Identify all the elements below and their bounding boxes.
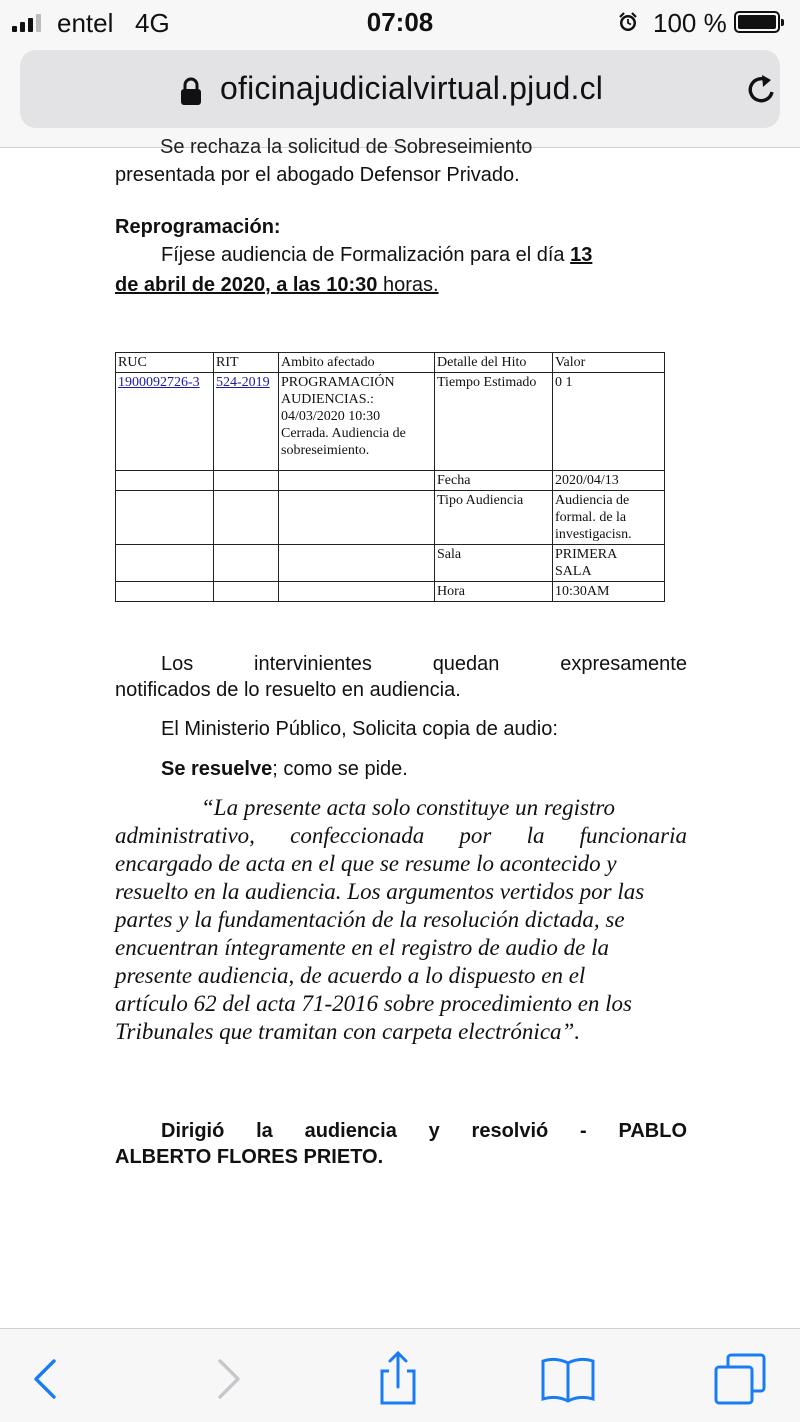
detalle-cell: Sala [435,545,553,582]
word: - [580,1120,587,1142]
header-detalle: Detalle del Hito [435,353,553,373]
reload-icon[interactable] [744,70,780,110]
battery-icon [734,11,780,33]
reprogramacion-heading: Reprogramación: [115,216,281,238]
detalle-cell: Fecha [435,471,553,491]
forward-icon[interactable] [198,1351,258,1407]
resuelve-rest: ; como se pide. [272,758,408,780]
word: y [428,1120,440,1142]
reprogramacion-line-2 [115,272,687,298]
carrier-name: entel [57,8,114,38]
quote-line [115,822,687,850]
valor-line: SALA [555,564,592,579]
dirigio-line-2: ALBERTO FLORES PRIETO. [115,1146,384,1168]
word: Los [161,653,194,675]
valor-cell: 0 1 [553,373,665,471]
valor-cell: 2020/04/13 [553,471,665,491]
table-row [116,471,665,491]
table-row [116,491,665,545]
ambito-line: sobreseimiento. [281,443,370,458]
cut-off-line: Se rechaza la solicitud de Sobreseimiento [160,136,533,158]
header-ambito: Ambito afectado [279,353,435,373]
ambito-line: PROGRAMACIÓN [281,375,395,390]
paragraph-defensor: presentada por el abogado Defensor Privado. [115,164,520,186]
browser-toolbar [0,1328,800,1422]
quote-line: encuentran íntegramente en el registro de audio de la [115,935,609,960]
detalle-cell: Tiempo Estimado [435,373,553,471]
reprogramacion-hours: horas. [377,274,439,296]
status-bar [0,0,800,44]
word: resolvió [471,1120,549,1142]
valor-cell [553,545,665,582]
detalle-cell: Tipo Audiencia [435,491,553,545]
rit-link[interactable]: 524-2019 [216,375,270,390]
valor-line: investigacisn. [555,527,632,542]
word: expresamente [560,653,687,675]
resuelve-paragraph [115,756,687,782]
word: PABLO [618,1120,687,1142]
browser-address-area [0,44,800,148]
table-row [116,582,665,602]
reprogramacion-date: de abril de 2020, a las 10:30 [115,274,378,296]
acta-disclaimer [115,794,687,1046]
word: audiencia [304,1120,397,1142]
status-time: 07:08 [366,7,434,37]
table-row [116,373,665,471]
valor-line: PRIMERA [555,547,618,562]
valor-cell: 10:30AM [553,582,665,602]
tabs-icon[interactable] [710,1351,770,1407]
share-icon[interactable] [368,1351,428,1407]
intervinientes-line-2: notificados de lo resuelto en audiencia. [115,679,461,701]
header-rit: RIT [214,353,279,373]
alarm-icon [617,11,639,33]
header-ruc: RUC [116,353,214,373]
word: la [256,1120,273,1142]
quote-word: funcionaria [579,823,687,848]
valor-line: Audiencia de [555,493,630,508]
word: quedan [432,653,500,675]
quote-line: encargado de acta en el que se resume lo acontecido y [115,851,617,876]
intervinientes-line-1 [115,651,687,677]
quote-line: partes y la fundamentación de la resolución dictada, se [115,907,625,932]
document-view[interactable] [0,136,800,1328]
table-row [116,545,665,582]
word: intervinientes [254,653,372,675]
hito-table [115,352,665,602]
table-header-row [116,353,665,373]
quote-line: artículo 62 del acta 71-2016 sobre procedimiento en los [115,991,632,1016]
word: Dirigió [161,1120,225,1142]
bookmarks-icon[interactable] [538,1351,598,1407]
valor-line: formal. de la [555,510,627,525]
ambito-line: Cerrada. Audiencia de [281,426,406,441]
quote-word: administrativo, [115,823,255,848]
quote-line: presente audiencia, de acuerdo a lo dispuesto en el [115,963,586,988]
quote-line: Tribunales que tramitan con carpeta electrónica”. [115,1019,581,1044]
quote-word: la [526,823,545,848]
header-valor: Valor [553,353,665,373]
reprogramacion-line-1 [115,242,687,268]
valor-cell [553,491,665,545]
resuelve-bold: Se resuelve [161,758,273,780]
quote-line: “La presente acta solo constituye un registro [201,795,615,820]
ruc-link[interactable]: 1900092726-3 [118,375,200,390]
quote-word: por [459,823,492,848]
address-bar[interactable] [20,50,780,128]
lock-icon [180,76,202,106]
ambito-line: 04/03/2020 10:30 [281,409,381,424]
quote-line: resuelto en la audiencia. Los argumentos vertidos por las [115,879,645,904]
quote-word: confeccionada [290,823,425,848]
network-type: 4G [135,8,170,38]
reprogramacion-day: 13 [570,244,593,266]
dirigio-line-1 [115,1118,687,1144]
detalle-cell: Hora [435,582,553,602]
url-text: oficinajudicialvirtual.pjud.cl [220,70,604,106]
battery-percentage: 100 % [653,8,727,38]
ambito-cell [279,373,435,471]
ministerio-paragraph: El Ministerio Público, Solicita copia de audio: [161,718,558,740]
ambito-line: AUDIENCIAS.: [281,392,374,407]
back-icon[interactable] [18,1351,78,1407]
reprogramacion-text: Fíjese audiencia de Formalización para el día [161,244,571,266]
